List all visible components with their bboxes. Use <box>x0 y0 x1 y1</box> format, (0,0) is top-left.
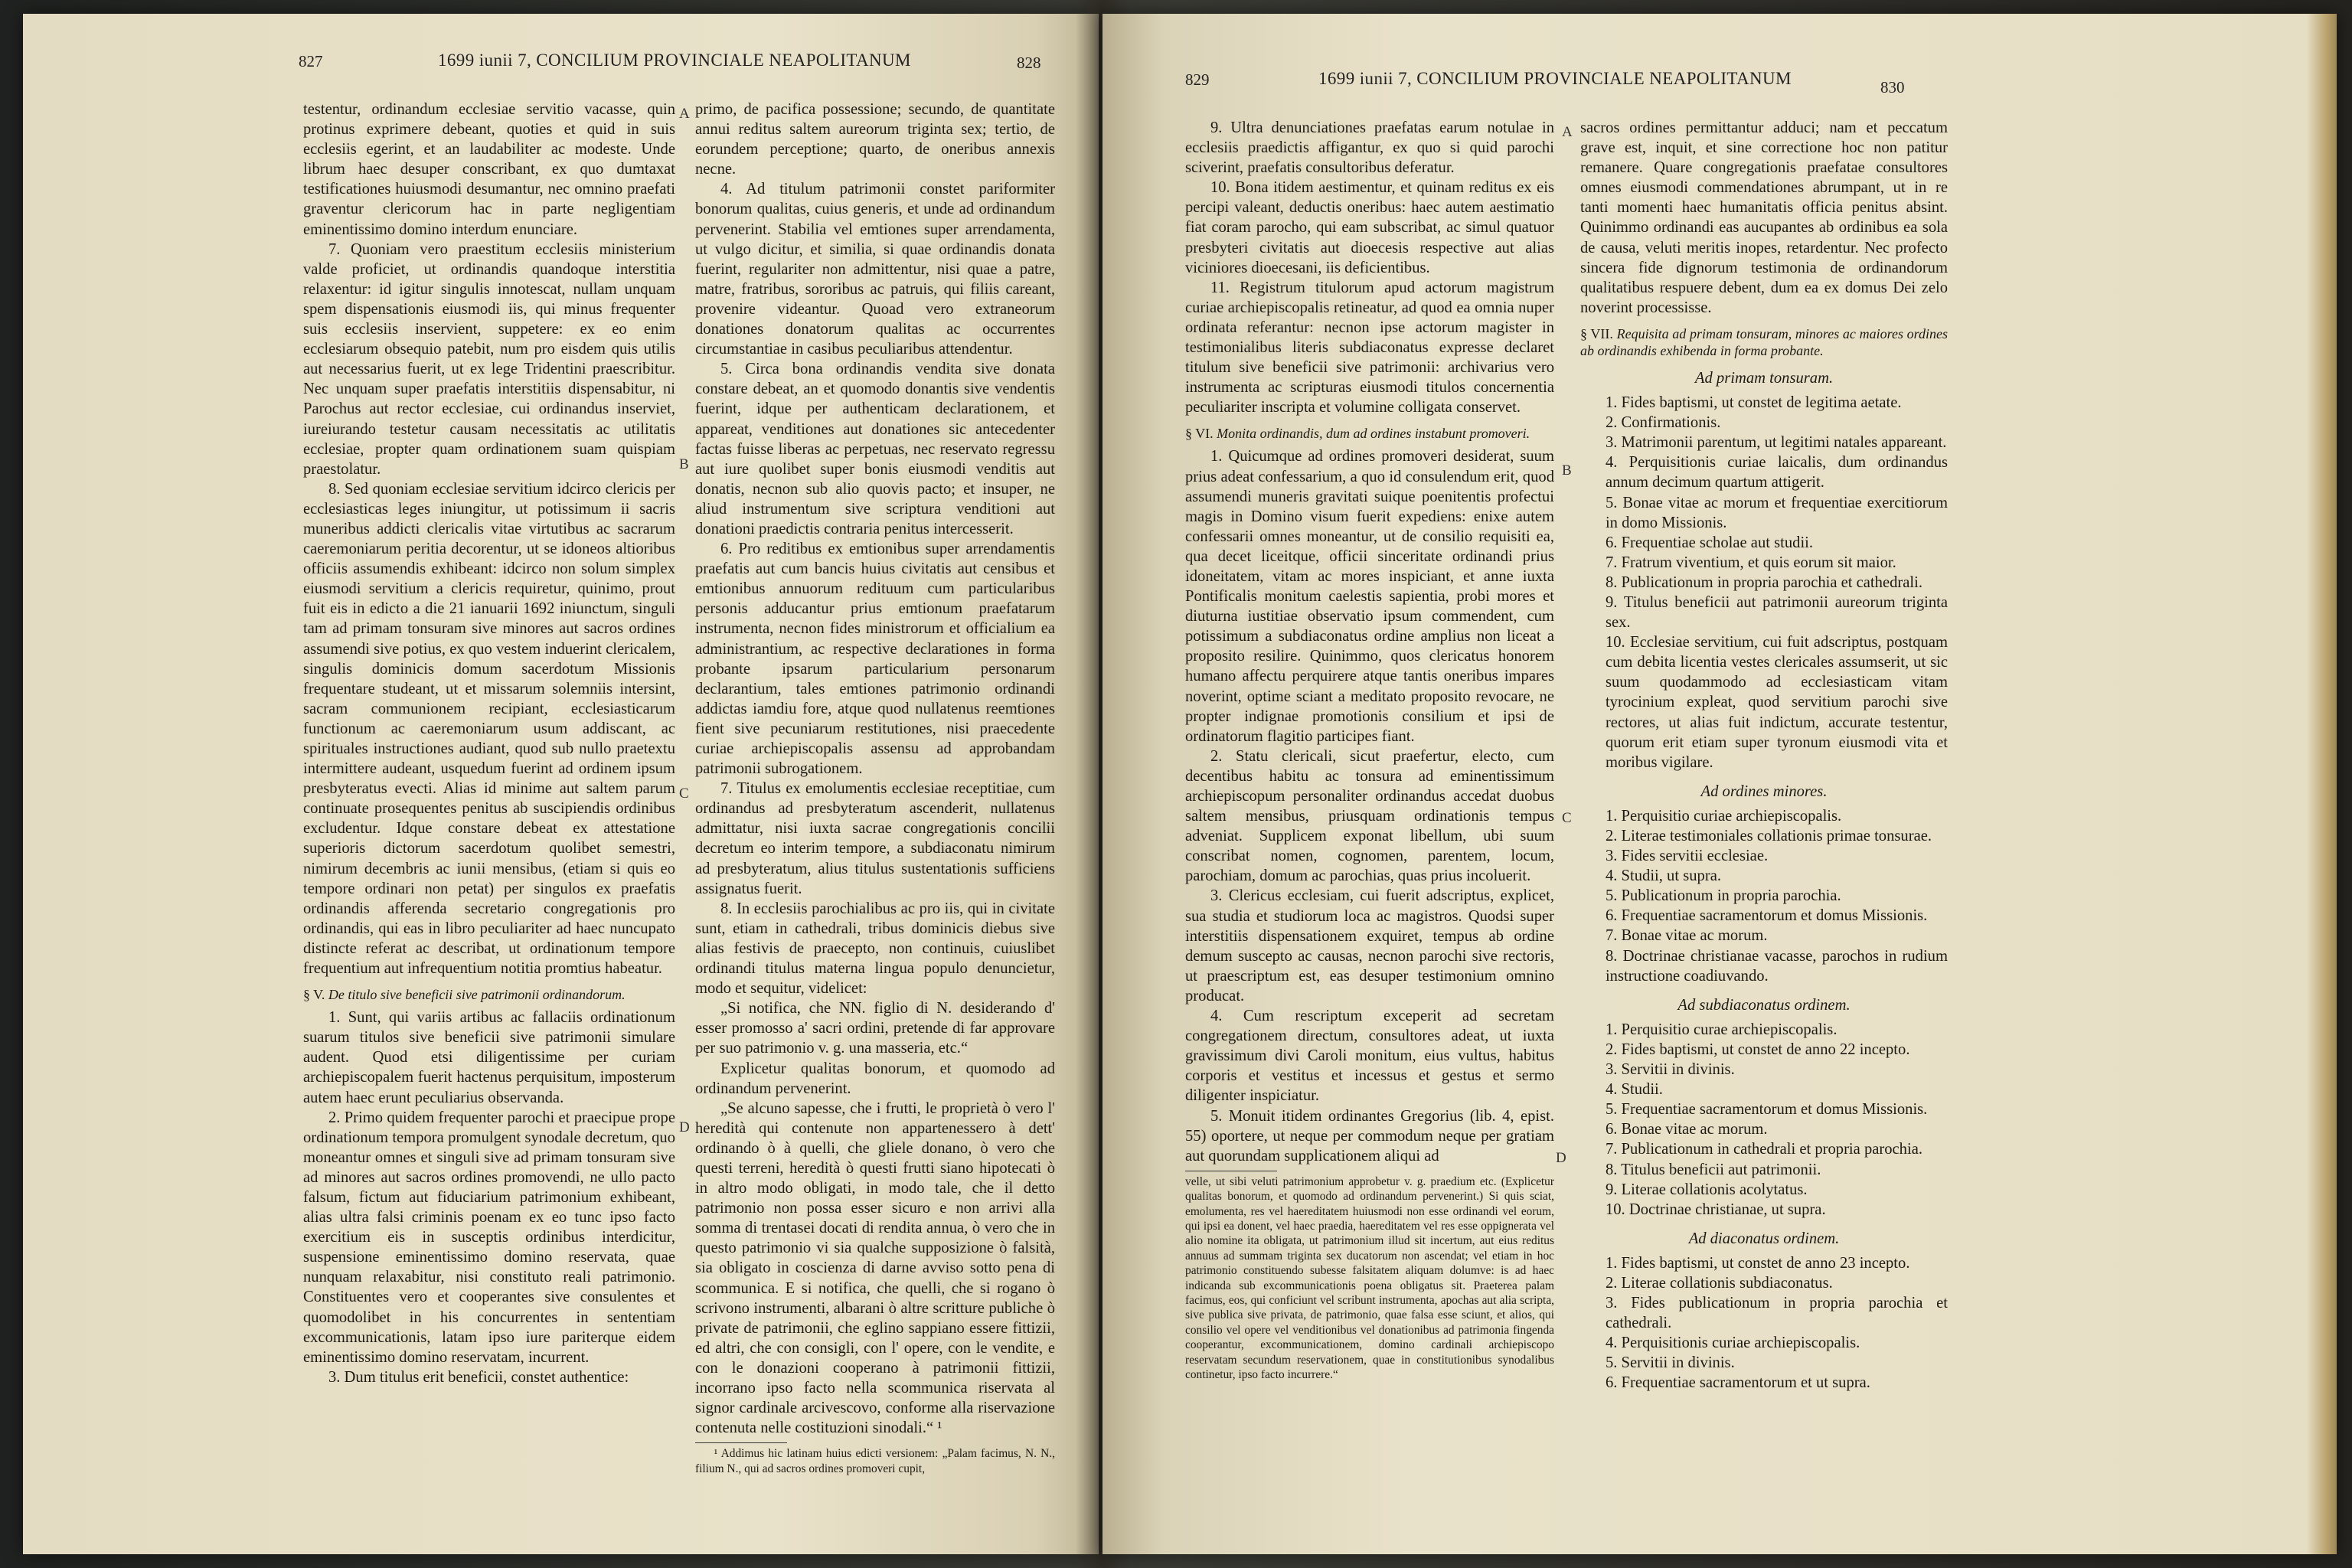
paragraph: 9. Ultra denunciationes praefatas earum notulae in ecclesiis praedictis affigantur, ex quo si quid parochi sciverint, praefatis consultoribus deferatur. <box>1185 119 1554 177</box>
left-page-column-2 <box>695 100 1055 1476</box>
subheading: Ad primam tonsuram. <box>1694 369 1834 387</box>
section-number: § VII. <box>1580 325 1613 341</box>
list-item: 1. Perquisitio curae archiepiscopalis. <box>1605 1021 1838 1038</box>
paragraph: 2. Primo quidem frequenter parochi et praecipue prope ordinationum tempora promulgent synodale decretum, quo moneantur omnes et singuli sive ad primam tonsuram sive ad minores aut sacros ordines promovendi, ne ullo pacto falsum, fictum aut fiduciarium patrimonium exhibeant, alias ultra falsi criminis poenam ex eo tunc ipso facto exercitium eis in susceptis ordinibus interdicitur, suspensione eminentissimo domino reservata, quae nunquam relaxabitur, nisi constituto reali patrimonio. Constituentes vero et cooperantes sive consulentes et quomodolibet in his concurrentes in sententiam excommunicationis, latam ipso iure pariterque eidem eminentissimo domino reservatam, incurrent. <box>303 1109 675 1366</box>
footnote: ¹ Addimus hic latinam huius edicti versionem: „Palam facimus, N. N., filium N., qui ad sacros ordines promoveri cupit, <box>695 1447 1055 1475</box>
right-page-column-2 <box>1580 118 1948 1393</box>
list-item: 9. Literae collationis acolytatus. <box>1605 1181 1808 1198</box>
paragraph: 8. In ecclesiis parochialibus ac pro iis, qui in civitate sunt, etiam in cathedrali, tribus dominicis diebus sive alias festivis de praecepto, non continuis, cuiuslibet ordinandi titulus materna lingua populo denuncietur, modo et sequitur, videlicet: <box>695 900 1055 998</box>
subheading: Ad diaconatus ordinem. <box>1688 1230 1840 1247</box>
paragraph: 5. Monuit itidem ordinantes Gregorius (lib. 4, epist. 55) oportere, ut neque per commodum neque per gratiam aut quorundam supplicationem aliqui ad <box>1185 1107 1554 1165</box>
paragraph: „Si notifica, che NN. figlio di N. desiderando d' esser promosso a' sacri ordini, pretende di far approvare per suo patrimonio v. g. una masseria, etc.“ <box>695 1000 1055 1057</box>
list-item: 9. Titulus beneficii aut patrimonii aureorum triginta sex. <box>1605 593 1948 632</box>
list-item: 8. Titulus beneficii aut patrimonii. <box>1605 1161 1821 1178</box>
margin-letter: D <box>679 1119 690 1135</box>
list-item: 2. Literae collationis subdiaconatus. <box>1605 1274 1833 1292</box>
list-item: 8. Publicationum in propria parochia et cathedrali. <box>1605 573 1922 591</box>
list-item: 5. Bonae vitae ac morum et frequentiae exercitiorum in domo Missionis. <box>1605 494 1948 531</box>
list-item: 3. Servitii in divinis. <box>1605 1061 1735 1079</box>
section-heading <box>1185 425 1554 442</box>
list-item: 6. Bonae vitae ac morum. <box>1605 1121 1768 1138</box>
margin-letter: D <box>1556 1150 1566 1166</box>
list-item: 1. Perquisitio curiae archiepiscopalis. <box>1605 807 1842 825</box>
paragraph: 4. Ad titulum patrimonii constet pariformiter bonorum qualitas, cuius generis, et unde ad ordinandum pervenerint. Stabilia vel emtiones super arrendamenta, ut vulgo dicitur, et similia, si quae ordinandis donata fuerint, regulariter non admittentur, nisi quae a patre, matre, fratribus, sororibus ac patruis, qui filiis careant, provenire videantur. Quoad vero extraneorum donationes donatorum qualitas ac occurrentes circumstantiae in casibus peculiaribus attendentur. <box>695 181 1055 358</box>
section-title: Monita ordinandis, dum ad ordines instabunt promoveri. <box>1217 426 1530 442</box>
list-item: 5. Publicationum in propria parochia. <box>1605 887 1841 905</box>
footnote: velle, ut sibi veluti patrimonium approbetur v. g. praedium etc. (Explicetur qualitas bonorum, et quomodo ad ordinandum pervenerint.) Si quis sciat, emolumenta, res vel haereditatem huiusmodi non esse ordinandi vel eorum, qui ipsi ea donent, vel haec praedia, haereditatem vel res esse oppignerata vel alio nomine ita obligata, ut patrimonium illud sit incertum, aut eius reditus annuus ad summam triginta sex ducatorum non ascendat; vel etiam in hoc patrimonio constituendo subesse falsitatem aliquam dolumve: is ad haec indicanda sub excommunicationis poena obligatus sit. Praeterea palam facimus, eos, qui conficiunt vel scribunt instrumenta, apochas aut alia scripta, sive publica sive privata, de patrimonio, quae falsa esse sciunt, et alios, qui consilio vel opere vel venditionibus vel donationibus ad patrimonia fingenda cooperantur, excommunicationem, domino cardinali archiepiscopo reservatam secundum reservationem, quae in constitutionibus synodalibus continetur, ipso facto incurrere.“ <box>1185 1174 1554 1382</box>
subheading: Ad ordines minores. <box>1700 782 1828 800</box>
margin-letter: C <box>679 786 689 802</box>
list-item: 3. Fides servitii ecclesiae. <box>1605 848 1769 865</box>
requisites-list <box>1580 806 1948 986</box>
section-heading <box>303 986 675 1003</box>
page-number: 829 <box>1185 70 1210 89</box>
paragraph: 7. Quoniam vero praestitum ecclesiis ministerium valde proficiet, ut ordinandis quandoque interstitia relaxentur: id igitur singulis innotescat, nullam unquam spem dispensationis eiusmodi iis, qui minus frequenter suis ecclesiis inservient, suppetere: ex eo enim ecclesiarum obsequio patebit, num pro eisdem quis utilis aut necessarius fuerit, ut ex lege Tridentini praescribitur. Nec unquam super praefatis interstitiis dispensabitur, ni Parochus aut rector ecclesiae, cui ordinandus inserviet, iureiurando testetur causam necessitatis ac utilitatis ecclesiae, propter quam ordinationem suam quispiam praestolatur. <box>303 240 675 478</box>
list-item: 5. Servitii in divinis. <box>1605 1354 1735 1372</box>
list-item: 7. Fratrum viventium, et quis eorum sit maior. <box>1605 554 1896 571</box>
list-item: 7. Bonae vitae ac morum. <box>1605 927 1768 945</box>
paragraph: 5. Circa bona ordinandis vendita sive donata constare debeat, an et quomodo donantis sive vendentis fuerint, idque per authenticam declarationem, et appareat, venditiones aut donationes sic antecedenter factas fuisse liberas ac perpetuas, nec reservato regressu aut iure quolibet super bonis eiusmodi venditis aut donatis, necnon sub alio quovis pacto; et insuper, ne aliud instrumentum sive scriptura venditioni aut donationi praedictis contraria penitus intercesserit. <box>695 361 1055 537</box>
list-item: 8. Doctrinae christianae vacasse, parochos in rudium instructione coadiuvando. <box>1605 947 1948 985</box>
list-item: 2. Literae testimoniales collationis primae tonsurae. <box>1605 828 1932 844</box>
paragraph: 7. Titulus ex emolumentis ecclesiae receptitiae, cum ordinandus ad presbyteratum ascenderit, nullatenus admittatur, nisi iuxta sacrae congregationis concilii decretum eo interim tempore, a subdiaconatu nimirum ad presbyteratum, alius titulus sustentationis sufficiens assignatus fuerit. <box>695 780 1055 897</box>
left-page <box>23 14 1099 1554</box>
list-item: 1. Fides baptismi, ut constet de legitima aetate. <box>1605 394 1902 412</box>
list-item: 6. Frequentiae sacramentorum et domus Missionis. <box>1605 907 1928 925</box>
footnote-rule <box>695 1442 787 1443</box>
list-item: 10. Ecclesiae servitium, cui fuit adscriptus, postquam cum debita licentia vestes clericales assumserit, ut sic suum quodammodo ad ecclesiasticam vitam tyrocinium expleat, quod servitium parochi sive rectores, ut alias fuit indictum, accurate testentur, quorum erit etiam super tyronum eiusmodi vita et moribus vigilare. <box>1605 634 1948 771</box>
requisites-list <box>1580 1020 1948 1220</box>
list-item: 4. Studii, ut supra. <box>1605 867 1721 885</box>
paragraph: 6. Pro reditibus ex emtionibus super arrendamentis praefatis aut cum bancis huius civitatis aut censibus et emtionibus annuorum redituum cum particularibus personis adducantur prius emtionum praefatarum instrumenta, necnon fides ministrorum et officialium ea administrantium, ac respective declarationes in forma probante ipsarum particularium personarum declarantium, tales emtiones patrimonio ordinandi addictas iamdiu fore, atque quod nullatenus reemtiones fient sive pecuniarum restitutiones, nisi praecedente curiae archiepiscopalis assensu ad approbandam patrimonii subrogationem. <box>695 541 1055 778</box>
list-item: 10. Doctrinae christianae, ut supra. <box>1605 1200 1826 1218</box>
section-number: § VI. <box>1185 426 1214 442</box>
section-number: § V. <box>303 987 325 1003</box>
paragraph: 2. Statu clericali, sicut praefertur, electo, cum decentibus habitu ac tonsura ad eminentissimum archiepiscopum personaliter ordinandus accedat duobus saltem mensibus, priusquam ordinationis tempus adveniat. Supplicem exponat libellum, ubi suum conscribat nomen, cognomen, parentem, locum, parochiam, domum ac parochias, quas prius incoluerit. <box>1185 747 1554 885</box>
list-item: 6. Frequentiae sacramentorum et ut supra. <box>1605 1374 1870 1392</box>
paragraph: 11. Registrum titulorum apud actorum magistrum curiae archiepiscopalis retineatur, ad quod ea omnia nuper ordinata referantur: necnon ipse actorum magister in testimonialibus literis subdiaconatus expresse declaret titulum sive beneficii sive patrimonii: archivarius vero instrumenta ac scripturas eiusmodi titulos concernentia peculiariter inscripta et volumine colligata conservet. <box>1185 279 1554 416</box>
margin-letter: C <box>1562 810 1572 826</box>
page-number: 827 <box>299 52 323 70</box>
section-heading <box>1580 325 1948 359</box>
paragraph: „Se alcuno sapesse, che i frutti, le proprietà ò vero l' heredità qui contenute non appartenessero à dett' ordinando ò à quelli, che gliele donano, ò vero che questi terreni, heredità ò questi frutti siano hipotecati ò in altro modo obligati, in modo tale, che il detto patrimonio non possa esser sicuro e non arrivi alla somma di trentasei docati di rendita annua, ò vero che in questo patrimonio vi sia qualche supposizione ò falsità, sia obligato in coscienza di darne avviso sotto pena di scommunica. E si notifica, che quelli, che si rogano ò scrivono instrumenti, albarani ò altre scritture publiche ò private de patrimonii, che eglino sappiano essere fittizii, ed altri, che con consigli, con l' opere, con le vendite, e con le donazioni cooperano à patrimonii fittizii, incorrano ipso facto nella scommunica riservata al signor cardinale arcivescovo, conforme alla riservazione contenuta nelle costituzioni sinodali.“ ¹ <box>695 1099 1055 1437</box>
list-item: 2. Fides baptismi, ut constet de anno 22 incepto. <box>1605 1040 1910 1058</box>
paragraph: sacros ordines permittantur adduci; nam et peccatum grave est, inquit, et sine correctione hoc non patitur remanere. Quare congregationis praefatae consultores omnes eiusmodi commendationes abrumpant, ut in re tanti momenti haec humanitatis officia penitus absint. Quinimmo ordinandi eas aucupantes ab ordinibus ea sola de causa, veluti meritis inopes, retardentur. Nec profecto sincera fide dignorum testimonia de ordinandorum qualitatibus respuere debent, dum ea ex domus Dei zelo noverint processisse. <box>1580 119 1948 316</box>
page-number: 830 <box>1880 78 1905 96</box>
margin-letter: A <box>1562 124 1573 140</box>
list-item: 3. Matrimonii parentum, ut legitimi natales appareant. <box>1605 434 1947 452</box>
margin-letter: B <box>679 456 689 472</box>
right-page <box>1102 14 2337 1554</box>
requisites-list <box>1580 393 1948 773</box>
running-head: 1699 iunii 7, CONCILIUM PROVINCIALE NEAPOLITANUM <box>438 51 911 70</box>
subheading: Ad subdiaconatus ordinem. <box>1677 996 1851 1014</box>
paragraph: 3. Dum titulus erit beneficii, constet authentice: <box>328 1368 629 1386</box>
list-item: 6. Frequentiae scholae aut studii. <box>1605 534 1814 551</box>
paragraph: Explicetur qualitas bonorum, et quomodo ad ordinandum pervenerint. <box>695 1060 1055 1097</box>
margin-letter: A <box>679 106 690 122</box>
right-page-column-1 <box>1185 118 1554 1382</box>
paragraph: 8. Sed quoniam ecclesiae servitium idcirco clericis per ecclesiasticas leges iniungitur, ut potissimum ii sacris muneribus addicti clericalis vitae virtutibus ac sacrarum caeremoniarum peritia decorentur, ut se idoneos altioribus officiis assumendis exhibeant: idcirco non solum simplex eiusmodi servitium a clericis requiretur, quinimo, prout fuit eis in edicto a die 21 ianuarii 1692 iniunctum, singuli tam ad primam tonsuram sive minores aut sacros ordines assumendi sive potius, ex quo vestem induerint clericalem, singulis dominicis domum sacerdotum Missionis frequentare studeant, ut et missarum solemniis intersint, sacram communionem recipiant, ecclesiasticarum functionum ac caeremoniarum usum addiscant, ac spirituales instructiones audiant, quod sub nullo praetextu intermittere audeant, usquedum fuerint ad ordinem ipsum presbyteratus evecti. Alias id minime aut saltem parum continuate prosequentes penitus ab suscipiendis ordinibus excludentur. Idque constare debeat ex attestatione superioris dictorum sacerdotum quolibet semestri, nimirum decembris ac iunii mensibus, (etiam si quis eo tempore ordinari non petat) per singulos ex praefatis ordinandis afferenda secretario congregationis pro ordinandis, qui eas in libro peculiariter ad haec nuncupato distincte referat ac describat, ut ordinationum tempore frequentium aut infrequentium notitia promtius habeatur. <box>303 480 675 978</box>
paragraph: primo, de pacifica possessione; secundo, de quantitate annui reditus saltem aureorum triginta sex; tertio, de eorundem perceptione; quarto, de oneribus annexis necne. <box>695 101 1055 178</box>
list-item: 5. Frequentiae sacramentorum et domus Missionis. <box>1605 1101 1928 1119</box>
running-head: 1699 iunii 7, CONCILIUM PROVINCIALE NEAPOLITANUM <box>1318 69 1792 88</box>
list-item: 4. Studii. <box>1605 1081 1663 1099</box>
list-item: 3. Fides publicationum in propria parochia et cathedrali. <box>1605 1295 1948 1332</box>
margin-letter: B <box>1562 462 1572 479</box>
section-title: De titulo sive beneficii sive patrimonii ordinandorum. <box>328 987 626 1003</box>
paragraph: 4. Cum rescriptum exceperit ad secretam congregationem directum, consultores adeat, ut iuxta gravissimum divi Caroli monitum, eius vultus, habitus corporis et vestitus et incessus et gestus et sermo diligenter inspiciatur. <box>1185 1008 1554 1105</box>
list-item: 1. Fides baptismi, ut constet de anno 23 incepto. <box>1605 1254 1910 1272</box>
paragraph: 1. Quicumque ad ordines promoveri desiderat, suum prius adeat confessarium, a quo id consulendum erit, quod assumendi muneris gravitati suique poenitentis profectui magis in Domino visum fuerit expediens: enixe autem confessarii omnes moneantur, ut de consilio requisiti ea, qua decet liceitque, officii sinceritate ordinandi prius idoneitatem, vitam ac mores inspiciant, et anne iuxta Pontificalis monitum caelestis sapientia, probi mores et diuturna iustitiae observatio ipsum commendent, cum potissimum a subdiaconatus ordine amplius non liceat a proposito resilire. Quinimmo, quos clericatus honorem humano affectu perquirere atque tantis oneribus impares noverint, optime sciant a meditato proposito revocare, ne propter indignae promotionis consilium et ipsi de ordinatorum flagitio participes fiant. <box>1185 448 1554 745</box>
paragraph: 1. Sunt, qui variis artibus ac fallaciis ordinationum suarum titulos sive beneficii sive patrimonii simulare audent. Quod etsi diligentissime per curiam archiepiscopalem fuerit hactenus perquisitum, imposterum autem haec erunt peculiarius observanda. <box>303 1009 675 1106</box>
paragraph: testentur, ordinandum ecclesiae servitio vacasse, quin protinus exprimere debeant, quoties et quid in suis ecclesiis egerint, et an laudabiliter ac modeste. Unde librum haec desuper conscribant, ex quo dumtaxat testificationes huiusmodi desumantur, nec omnino praefati graventur clericorum hac in parte negligentiam eminentissimo domino interdum enunciare. <box>303 101 675 238</box>
section-title: Requisita ad primam tonsuram, minores ac maiores ordines ab ordinandis exhibenda in forma probante. <box>1580 325 1948 358</box>
list-item: 7. Publicationum in cathedrali et propria parochia. <box>1605 1141 1922 1158</box>
list-item: 2. Confirmationis. <box>1605 414 1721 432</box>
paragraph: 10. Bona itidem aestimentur, et quinam reditus ex eis percipi valeant, deductis oneribus: haec autem aestimatio fiat coram parocho, qui eam subscribat, ac simul quatuor presbyteri civitatis aut dioecesis respective aut alias viciniores dioecesani, iis deficientibus. <box>1185 179 1554 276</box>
page-number: 828 <box>1017 54 1041 72</box>
list-item: 4. Perquisitionis curiae laicalis, dum ordinandus annum decimum quartum attigerit. <box>1605 454 1948 492</box>
list-item: 4. Perquisitionis curiae archiepiscopalis. <box>1605 1334 1860 1352</box>
left-page-column-1 <box>303 100 675 1387</box>
requisites-list <box>1580 1253 1948 1393</box>
paragraph: 3. Clericus ecclesiam, cui fuerit adscriptus, explicet, sua studia et studiorum loca ac magistros. Quodsi super interstitiis dispensationem exquiret, tempus ab ordine demum suscepto ac causas, necnon parochi sive rectoris, ut praescriptum est, eas desuper testimonium omnino producat. <box>1185 887 1554 1004</box>
